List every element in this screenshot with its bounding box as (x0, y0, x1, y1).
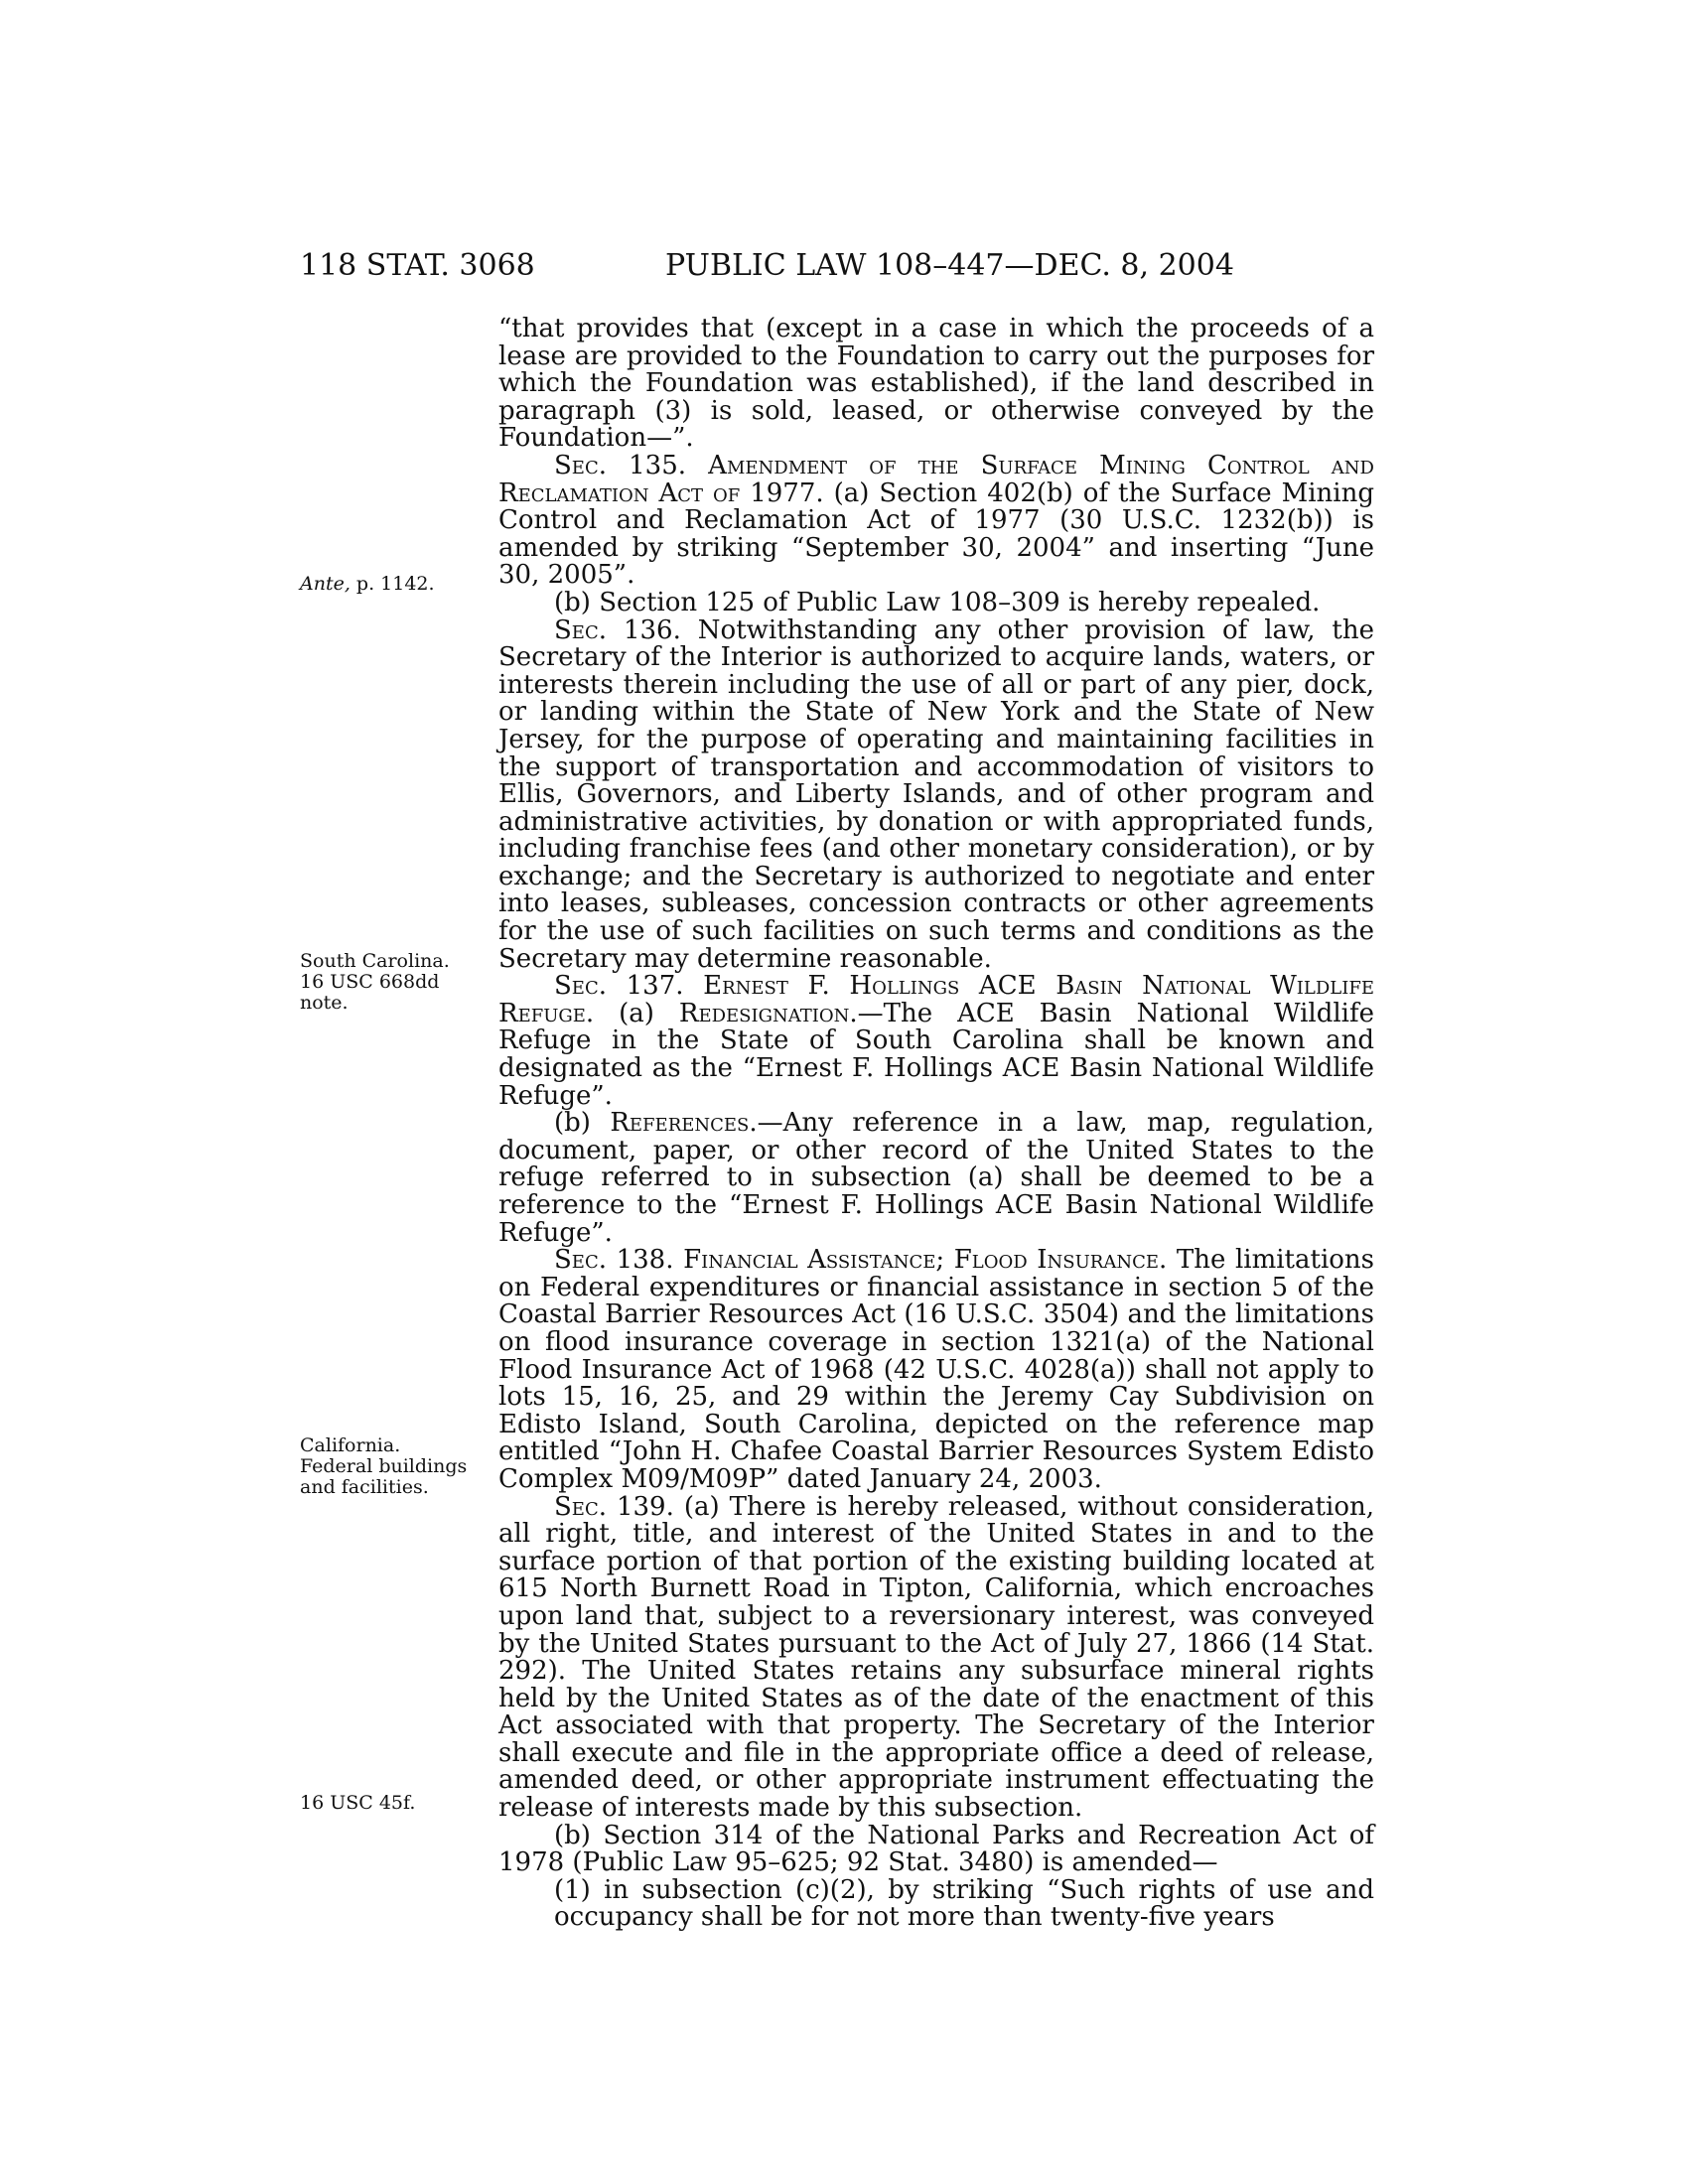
section-135-heading: Sec. 135. Amendment of the Surface Mining Control and Reclamation Act of 1977. (498, 450, 1374, 508)
section-138-text: The limitations on Federal expenditures or financial assistance in section 5 of the Coastal Barrier Resources Act (16 U.S.C. 3504) and the limitations on flood insurance coverage in section 1321(a) of the National Flood Insurance Act of 1968 (42 U.S.C. 4028(a)) shall not apply to lots 15, 16, 25, and 29 within the Jeremy Cay Subdivision on Edisto Island, South Carolina, depicted on the reference map entitled “John H. Chafee Coastal Barrier Resources System Edisto Complex M09/M09P” dated January 24, 2003. (498, 1245, 1374, 1494)
paragraph-foundation-quote: “that provides that (except in a case in which the proceeds of a lease are provided to the Foundation to carry out the purposes for which the Foundation was established), if the land described in paragraph (3) is sold, leased, or otherwise conveyed by the Foundation—”. (498, 314, 1374, 454)
section-139-b: (b) Section 314 of the National Parks and Recreation Act of 1978 (Public Law 95–625; 92 Stat. 3480) is amended— (498, 1820, 1374, 1878)
margin-note-ante-page: p. 1142. (350, 573, 435, 595)
section-137-b-heading: References. (610, 1108, 758, 1139)
margin-note-california (300, 1435, 477, 1498)
margin-note-ante (300, 574, 477, 595)
section-138-heading: Sec. 138. Financial Assistance; Flood Insurance. (554, 1245, 1168, 1276)
margin-note-line: note. (300, 992, 349, 1014)
section-139-text: (a) There is hereby released, without consideration, all right, title, and interest of the United States in and to the surface portion of that portion of the existing building located at 615 North Burnett Road in Tipton, California, which encroaches upon land that, subject to a reversionary interest, was conveyed by the United States pursuant to the Act of July 27, 1866 (14 Stat. 292). The United States retains any subsurface mineral rights held by the United States as of the date of the enactment of this Act associated with that property. The Secretary of the Interior shall execute and file in the appropriate office a deed of release, amended deed, or other appropriate instrument effectuating the release of interests made by this subsection. (498, 1491, 1374, 1824)
margin-note-line: 16 USC 668dd (300, 971, 440, 993)
margin-note-south-carolina (300, 951, 477, 1014)
section-138 (498, 1247, 1374, 1493)
statute-body (498, 316, 1374, 1932)
section-137-a-text: —The ACE Basin National Wildlife Refuge in the State of South Carolina shall be known and designated as the “Ernest F. Hollings ACE Basin National Wildlife Refuge”. (498, 998, 1374, 1111)
section-135 (498, 450, 1374, 591)
margin-note-line: 16 USC 45f. (300, 1792, 416, 1814)
section-137-heading: Sec. 137. Ernest F. Hollings ACE Basin National Wildlife Refuge. (498, 971, 1374, 1028)
margin-note-16-usc-45f (300, 1793, 477, 1814)
section-136-text: Notwithstanding any other provision of law, the Secretary of the Interior is authorized to acquire lands, waters, or interests therein including the use of all or part of any pier, dock, or landing within the State of New York and the State of New Jersey, for the purpose of operating and maintaining facilities in the support of transportation and accommodation of visitors to Ellis, Governors, and Liberty Islands, and of other program and administrative activities, by donation or with appropriated funds, including franchise fees (and other monetary consideration), or by exchange; and the Secretary is authorized to negotiate and enter into leases, subleases, concession contracts or other agreements for the use of such facilities on such terms and conditions as the Secretary may determine reasonable. (498, 614, 1374, 974)
section-137-a-heading: Redesignation. (678, 998, 858, 1028)
margin-note-line: Federal buildings (300, 1455, 468, 1477)
section-135-b: (b) Section 125 of Public Law 108–309 is hereby repealed. (554, 587, 1321, 617)
section-137 (498, 973, 1374, 1110)
section-139 (498, 1491, 1374, 1824)
margin-note-line: and facilities. (300, 1476, 429, 1498)
section-136 (498, 614, 1374, 974)
section-137-a-label: (a) (594, 998, 679, 1028)
section-137-b-text: —Any reference in a law, map, regulation, document, paper, or other record of the United States to the refuge referred to in subsection (a) shall be deemed to be a reference to the “Ernest F. Hollings ACE Basin National Wildlife Refuge”. (498, 1108, 1374, 1248)
section-137-b (498, 1110, 1374, 1247)
section-139-b-1: (1) in subsection (c)(2), by striking “Such rights of use and occupancy shall be for not more than twenty-five years (554, 1874, 1374, 1933)
margin-note-line: South Carolina. (300, 950, 450, 972)
section-137-b-label: (b) (554, 1108, 611, 1139)
stat-page-number: 118 STAT. 3068 (300, 248, 535, 283)
margin-note-ante-italic: Ante, (300, 573, 351, 595)
section-136-heading: Sec. 136. (554, 614, 681, 645)
page-header (300, 248, 1372, 292)
margin-note-line: California. (300, 1434, 401, 1456)
section-139-heading: Sec. 139. (554, 1491, 674, 1522)
section-135-text: (a) Section 402(b) of the Surface Mining Control and Reclamation Act of 1977 (30 U.S.C. 1232(b)) is amended by striking “September 30, 2004” and inserting “June 30, 2005”. (498, 478, 1374, 591)
public-law-title: PUBLIC LAW 108–447—DEC. 8, 2004 (665, 248, 1234, 283)
